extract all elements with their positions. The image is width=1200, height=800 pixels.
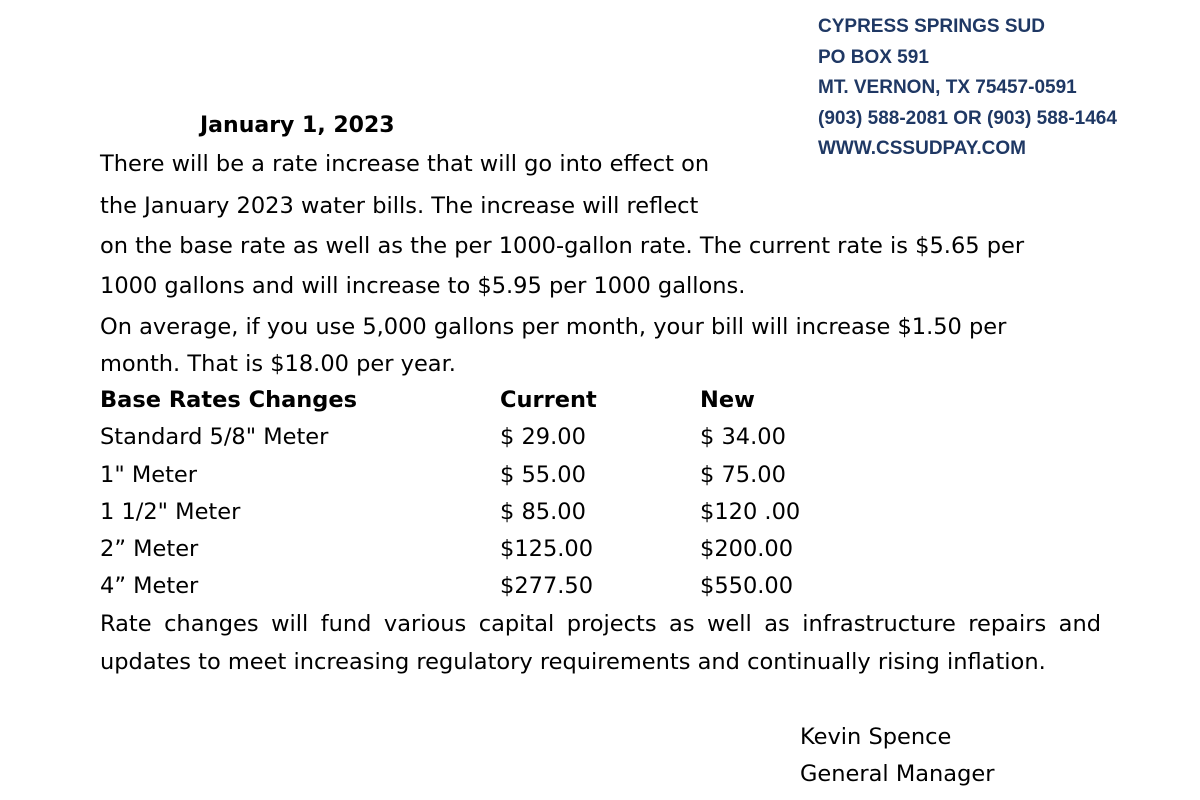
- org-name: CYPRESS SPRINGS SUD: [818, 16, 1045, 37]
- current-rate: $ 85.00: [500, 498, 586, 525]
- website: WWW.CSSUDPAY.COM: [818, 138, 1026, 159]
- header-new: New: [700, 387, 755, 413]
- table-row: [100, 494, 900, 531]
- signer-name: Kevin Spence: [800, 724, 952, 750]
- body-line-4: 1000 gallons and will increase to $5.95 per 1000 gallons.: [100, 273, 746, 299]
- table-row: [100, 457, 900, 494]
- po-box: PO BOX 591: [818, 46, 929, 68]
- rates-table-header: [100, 382, 900, 419]
- signature-block: [800, 719, 994, 793]
- new-rate: $120 .00: [700, 498, 801, 525]
- meter-size: 4” Meter: [100, 573, 199, 600]
- address-block: [818, 12, 1188, 165]
- current-rate: $277.50: [500, 573, 594, 600]
- notice-date: January 1, 2023: [200, 113, 395, 138]
- new-rate: $200.00: [700, 536, 794, 563]
- body-line-6: month. That is $18.00 per year.: [100, 351, 456, 377]
- closing-paragraph: Rate changes will fund various capital projects as well as infrastructure repairs and updates to meet increasing regulatory requirements and continually rising inflation.: [100, 611, 1101, 675]
- meter-size: Standard 5/8" Meter: [100, 424, 329, 451]
- meter-size: 2” Meter: [100, 536, 199, 563]
- header-current: Current: [500, 387, 597, 413]
- table-row: [100, 419, 900, 456]
- city-state-zip: MT. VERNON, TX 75457-0591: [818, 77, 1077, 98]
- body-line-3: on the base rate as well as the per 1000-gallon rate. The current rate is $5.65 per: [100, 233, 1025, 259]
- current-rate: $ 55.00: [500, 461, 586, 488]
- new-rate: $ 34.00: [700, 424, 786, 451]
- current-rate: $125.00: [500, 536, 594, 563]
- body-line-5: On average, if you use 5,000 gallons per month, your bill will increase $1.50 per: [100, 314, 1007, 340]
- table-row: [100, 568, 900, 605]
- new-rate: $ 75.00: [700, 461, 786, 488]
- table-row: [100, 531, 900, 568]
- body-line-1: There will be a rate increase that will go into effect on: [100, 151, 710, 177]
- rates-table: [100, 382, 900, 606]
- current-rate: $ 29.00: [500, 424, 586, 451]
- header-base-rates: Base Rates Changes: [100, 387, 358, 413]
- meter-size: 1 1/2" Meter: [100, 498, 241, 525]
- signer-title: General Manager: [800, 761, 995, 787]
- body-line-2: the January 2023 water bills. The increase will reflect: [100, 193, 699, 219]
- new-rate: $550.00: [700, 573, 794, 600]
- phone-numbers: (903) 588-2081 OR (903) 588-1464: [818, 107, 1117, 129]
- meter-size: 1" Meter: [100, 461, 197, 488]
